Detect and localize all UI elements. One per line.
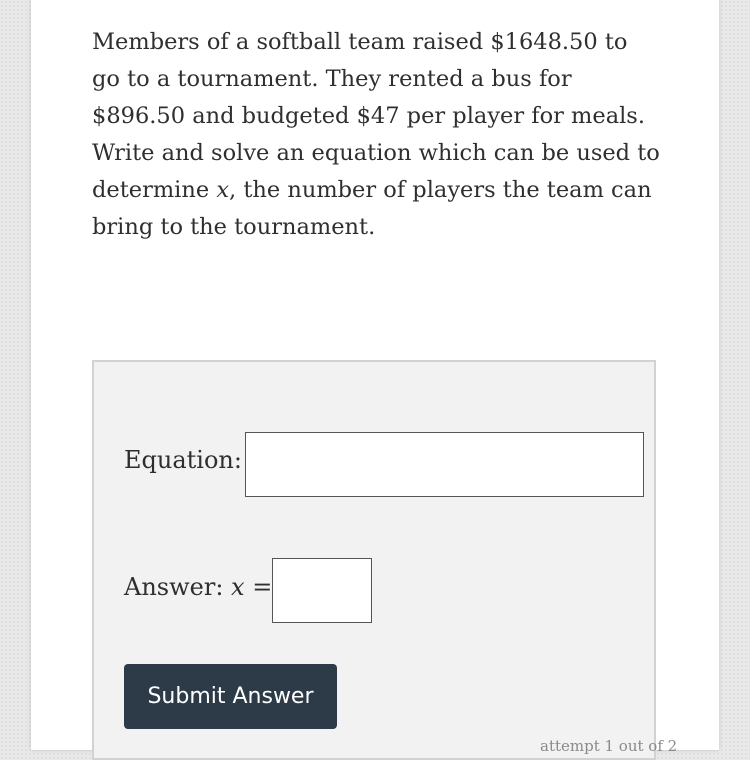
answer-input[interactable] (272, 558, 372, 623)
variable-x: x (216, 177, 230, 203)
answer-label (124, 573, 272, 601)
question-line: Write and solve an equation which can be used to (92, 140, 660, 166)
question-text (92, 24, 672, 246)
equation-label: Equation: (124, 446, 242, 474)
attempt-counter: attempt 1 out of 2 (540, 737, 678, 755)
answer-panel (92, 360, 678, 760)
question-line: Members of a softball team raised $1648.50 to (92, 29, 628, 55)
answer-equals: = (244, 573, 273, 601)
answer-variable-x: x (231, 573, 245, 601)
question-card (31, 0, 719, 755)
submit-answer-button[interactable]: Submit Answer (124, 664, 337, 729)
answer-label-prefix: Answer: (124, 573, 232, 601)
question-line: determine (92, 177, 217, 203)
question-line: bring to the tournament. (92, 214, 376, 240)
question-line: $896.50 and budgeted $47 per player for meals. (92, 103, 645, 129)
equation-input[interactable] (245, 432, 644, 497)
question-line: go to a tournament. They rented a bus for (92, 66, 572, 92)
question-line: , the number of players the team can (229, 177, 652, 203)
